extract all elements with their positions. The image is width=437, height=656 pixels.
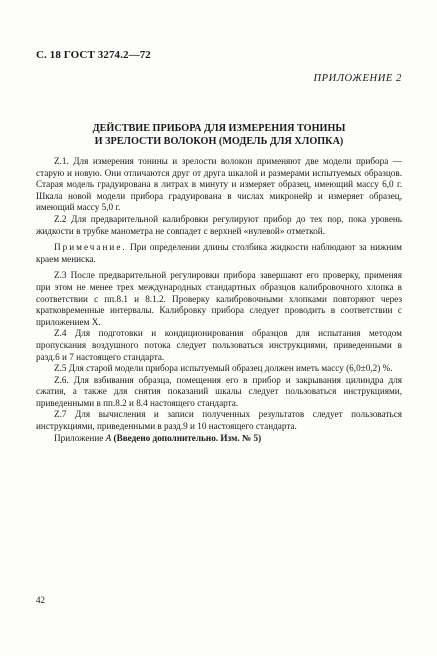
note-text: При определении длины столбика жидкости наблюдают за нижним краем мениска. [36, 242, 402, 264]
amendment-letter: А [105, 432, 112, 443]
page-header: С. 18 ГОСТ 3274.2—72 [36, 49, 151, 61]
appendix-label: ПРИЛОЖЕНИЕ 2 [313, 73, 402, 84]
title-line-1: ДЕЙСТВИЕ ПРИБОРА ДЛЯ ИЗМЕРЕНИЯ ТОНИНЫ [92, 123, 346, 134]
paragraph-z5: Z.5 Для старой модели прибора испытуемый образец должен иметь массу (6,0±0,2) %. [54, 363, 393, 374]
amendment-prefix: Приложение [54, 432, 106, 443]
title-line-2: И ЗРЕЛОСТИ ВОЛОКОН (МОДЕЛЬ ДЛЯ ХЛОПКА) [94, 136, 344, 147]
amendment-text: (Введено дополнительно. Изм. № 5) [111, 432, 262, 443]
note-label: Примечание. [54, 242, 127, 253]
paragraph-z4: Z.4 Для подготовки и кондиционирования образцов для испытания методом пропускания воздушного потока следует пользоваться инструкциями, приведенными в разд.6 и 7 настоящего стандарта. [36, 328, 402, 362]
amendment-note [36, 433, 402, 445]
page-number: 42 [36, 595, 45, 605]
section-title [36, 122, 402, 148]
paragraph-z2: Z.2 Для предварительной калибровки регулируют прибор до тех пор, пока уровень жидкости в трубке манометра не совпадет с верхней «нулевой» отметкой. [36, 213, 402, 236]
paragraph-z1: Z.1. Для измерения тонины и зрелости волокон применяют две модели прибора — старую и новую. Они отличаются друг от друга шкалой и размерами испытуемых образцов. Старая модель градуирована в литрах в минуту и измеряет образец, имеющий массу 6,0 г. Шкала новой модели прибора градуирована в числах микронейр и измеряет образец, имеющий массу 5,0 г. [36, 156, 402, 213]
body-text [36, 156, 402, 444]
note-paragraph [36, 242, 402, 265]
paragraph-z7: Z.7 Для вычисления и записи полученных результатов следует пользоваться инструкциями, приведенными в разд.9 и 10 настоящего стандарта. [36, 409, 402, 432]
paragraph-z3: Z.3 После предварительной регулировки прибора завершают его проверку, применяя при этом не менее трех международных стандартных образцов калибровочного хлопка в соответствии с пп.8.1 и 8.1.2. Проверку калибровочными хлопками повторяют через кратковременные интервалы. Калибровку прибора следует проводить в соответствии с приложением X. [36, 270, 402, 327]
paragraph-z6: Z.6. Для взбивания образца, помещения его в прибор и закрывания цилиндра для сжатия, а также для снятия показаний шкалы следует пользоваться инструкциями, приведенными в пп.8.2 и 8.4 настоящего стандарта. [36, 374, 402, 408]
